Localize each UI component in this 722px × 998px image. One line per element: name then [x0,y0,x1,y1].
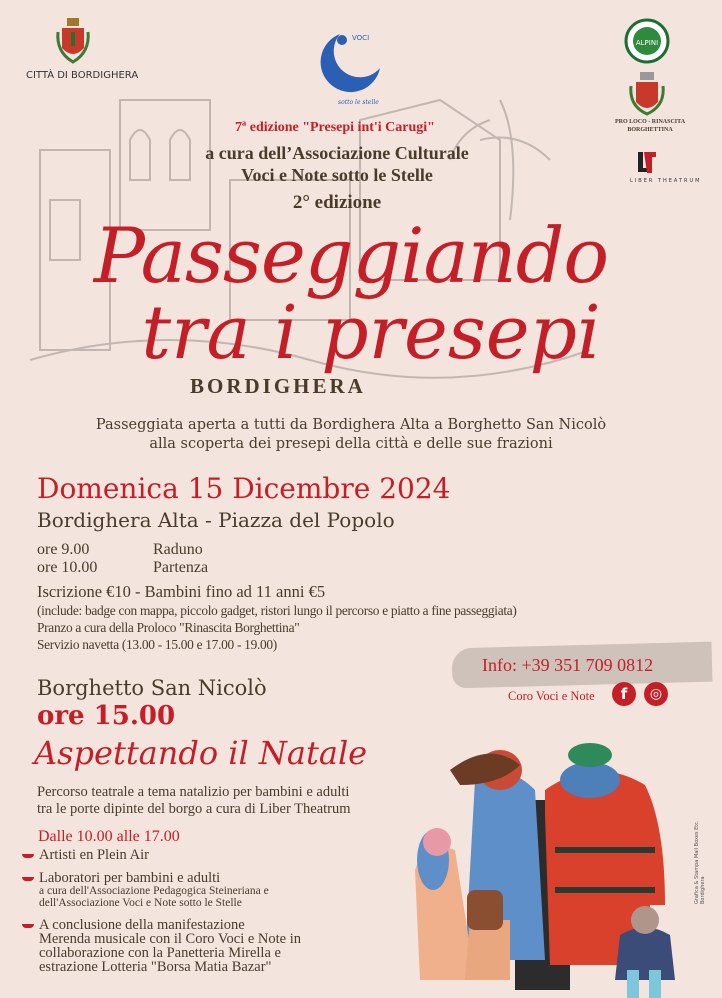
proloco-label-2: BORGHETTINA [627,127,673,133]
activity-sub: collaborazione con la Panetteria Mirella e [39,945,281,961]
afternoon-place: Borghetto San Nicolò [37,676,267,700]
activity-item [22,918,301,974]
organizer-line-1: a cura dell’Associazione Culturale [205,143,469,163]
bullet-icon [22,924,34,928]
svg-text:sotto le stelle: sotto le stelle [338,99,379,106]
afternoon-time: ore 15.00 [37,701,176,731]
event-date: Domenica 15 Dicembre 2024 [37,472,451,505]
activity-title: A conclusione della manifestazione [39,917,245,933]
bullet-icon [22,854,34,858]
family-illustration [405,730,695,998]
shuttle: Servizio navetta (13.00 - 15.00 e 17.00 - 19.00) [37,637,277,652]
facebook-icon[interactable]: f [612,682,636,706]
svg-text:VOCI: VOCI [352,34,370,42]
activity-item [22,848,301,862]
voci-e-note-logo [318,28,386,108]
city-crest-logo [56,18,90,66]
schedule-row [37,559,208,577]
intro-line: Passeggiata aperta a tutti da Bordighera Alta a Borghetto San Nicolò [95,417,607,433]
bullet-icon [22,877,34,881]
activity-item [22,871,301,909]
activity-sub: dell'Associazione Voci e Note sotto le Stelle [39,897,242,909]
fee: Iscrizione €10 - Bambini fino ad 11 anni €5 [37,582,326,601]
activity-title: Laboratori per bambini e adulti [39,870,221,886]
schedule-label: Raduno [153,541,203,558]
activity-sub: a cura dell'Associazione Pedagogica Steineriana e [39,885,269,897]
schedule-time: ore 10.00 [37,559,98,576]
schedule-time: ore 9.00 [37,541,90,558]
info-phone[interactable]: Info: +39 351 709 0812 [482,655,654,675]
afternoon-title: Aspettando il Natale [34,734,368,772]
alpini-logo [624,18,670,64]
social-label: Coro Voci e Note [508,689,595,703]
instagram-icon[interactable]: ◎ [644,682,668,706]
schedule-label: Partenza [153,559,209,576]
lunch: Pranzo a cura della Proloco "Rinascita Borghettina" [37,620,300,635]
activity-title: Artisti en Plein Air [39,847,149,863]
svg-text:ALPINI: ALPINI [635,39,659,47]
intro-line: alla scoperta dei presepi della città e delle sue frazioni [149,436,553,452]
includes: (include: badge con mappa, piccolo gadget, ristori lungo il percorso e piatto a fine passeggiata) [37,603,517,618]
morning-place: Bordighera Alta - Piazza del Popolo [37,508,395,532]
second-edition: 2° edizione [292,192,382,213]
activity-sub: estrazione Lotteria "Borsa Matia Bazar" [39,959,272,975]
svg-text:LIBER THEATRUM: LIBER THEATRUM [630,178,702,184]
proloco-crest-logo [628,72,666,116]
afternoon-desc: tra le porte dipinte del borgo a cura di Liber Theatrum [37,801,351,817]
afternoon-hours: Dalle 10.00 alle 17.00 [38,828,180,845]
city-label: CITTÀ DI BORDIGHERA [26,70,139,81]
activity-sub: Merenda musicale con il Coro Voci e Note in [39,931,302,947]
afternoon-desc: Percorso teatrale a tema natalizio per bambini e adulti [37,784,350,800]
edition-line: 7ª edizione "Presepi int'i Carugi" [235,120,435,135]
print-credit: Grafica & Stampa Mail Boxes Etc. Bordighera [694,820,706,904]
proloco-label: PRO LOCO - RINASCITA [614,119,686,125]
title-line-2: tra i presepi [141,290,601,376]
organizer-line-2: Voci e Note sotto le Stelle [241,165,433,185]
city-subtitle: BORDIGHERA [190,374,366,398]
title-line-1: Passeggiando [93,211,609,300]
schedule-row [37,541,208,559]
